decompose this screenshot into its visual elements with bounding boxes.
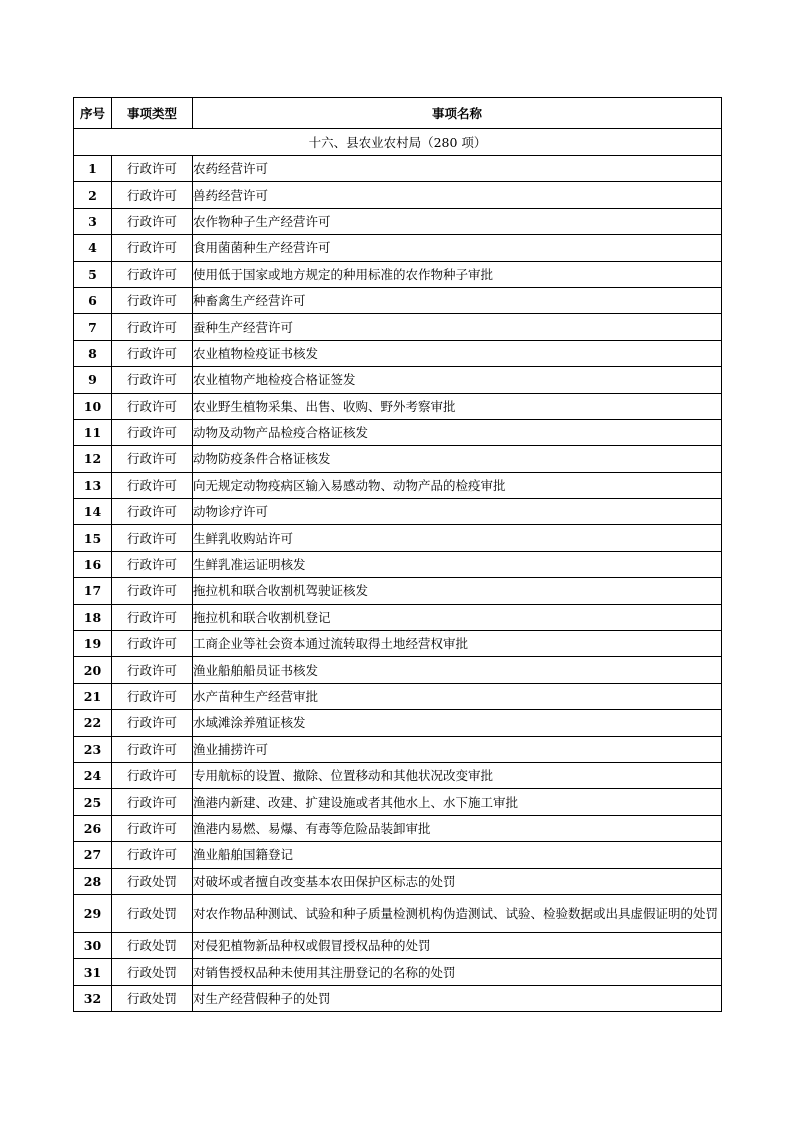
cell-no: 15 [74,525,112,551]
table-row [74,657,722,683]
table-row [74,446,722,472]
header-no: 序号 [74,98,112,129]
table-row [74,472,722,498]
table-row [74,815,722,841]
table-row [74,762,722,788]
cell-no: 23 [74,736,112,762]
cell-type: 行政许可 [112,525,193,551]
table-row [74,419,722,445]
cell-type: 行政处罚 [112,985,193,1011]
cell-no: 10 [74,393,112,419]
table-row [74,894,722,932]
cell-name: 对破坏或者擅自改变基本农田保护区标志的处罚 [193,868,722,894]
cell-no: 29 [74,894,112,932]
header-type: 事项类型 [112,98,193,129]
table-row [74,287,722,313]
cell-name: 蚕种生产经营许可 [193,314,722,340]
cell-no: 7 [74,314,112,340]
cell-name: 农业植物检疫证书核发 [193,340,722,366]
cell-name: 生鲜乳准运证明核发 [193,551,722,577]
cell-no: 14 [74,499,112,525]
table-row [74,551,722,577]
cell-name: 拖拉机和联合收割机驾驶证核发 [193,578,722,604]
cell-type: 行政许可 [112,578,193,604]
cell-type: 行政许可 [112,472,193,498]
table-row [74,367,722,393]
cell-type: 行政许可 [112,710,193,736]
cell-name: 渔业捕捞许可 [193,736,722,762]
table-row [74,314,722,340]
cell-no: 25 [74,789,112,815]
table-row [74,156,722,182]
cell-no: 28 [74,868,112,894]
cell-no: 12 [74,446,112,472]
cell-type: 行政许可 [112,208,193,234]
table-row [74,932,722,958]
cell-no: 2 [74,182,112,208]
cell-name: 渔港内易燃、易爆、有毒等危险品装卸审批 [193,815,722,841]
table-row [74,578,722,604]
section-row [74,129,722,156]
cell-type: 行政许可 [112,736,193,762]
cell-name: 水域滩涂养殖证核发 [193,710,722,736]
cell-name: 渔港内新建、改建、扩建设施或者其他水上、水下施工审批 [193,789,722,815]
table-row [74,683,722,709]
cell-no: 9 [74,367,112,393]
cell-name: 渔业船舶国籍登记 [193,842,722,868]
cell-type: 行政许可 [112,393,193,419]
cell-no: 27 [74,842,112,868]
cell-type: 行政处罚 [112,959,193,985]
cell-type: 行政许可 [112,419,193,445]
cell-no: 24 [74,762,112,788]
cell-name: 对销售授权品种未使用其注册登记的名称的处罚 [193,959,722,985]
cell-name: 食用菌菌种生产经营许可 [193,235,722,261]
cell-type: 行政许可 [112,499,193,525]
cell-type: 行政许可 [112,156,193,182]
cell-type: 行政许可 [112,842,193,868]
table-row [74,208,722,234]
cell-type: 行政许可 [112,551,193,577]
cell-name: 对生产经营假种子的处罚 [193,985,722,1011]
cell-name: 农药经营许可 [193,156,722,182]
table-row [74,710,722,736]
cell-no: 21 [74,683,112,709]
table-row [74,868,722,894]
cell-no: 3 [74,208,112,234]
cell-type: 行政许可 [112,631,193,657]
cell-type: 行政许可 [112,446,193,472]
cell-name: 种畜禽生产经营许可 [193,287,722,313]
cell-type: 行政许可 [112,340,193,366]
cell-name: 专用航标的设置、撤除、位置移动和其他状况改变审批 [193,762,722,788]
cell-no: 17 [74,578,112,604]
header-row [74,98,722,129]
cell-type: 行政处罚 [112,868,193,894]
table-row [74,235,722,261]
cell-type: 行政许可 [112,182,193,208]
table-row [74,842,722,868]
section-title: 十六、县农业农村局（280 项） [74,129,722,156]
cell-type: 行政许可 [112,815,193,841]
cell-no: 19 [74,631,112,657]
cell-name: 动物及动物产品检疫合格证核发 [193,419,722,445]
cell-name: 对农作物品种测试、试验和种子质量检测机构伪造测试、试验、检验数据或出具虚假证明的处罚 [193,894,722,932]
cell-type: 行政许可 [112,789,193,815]
table-row [74,631,722,657]
cell-no: 13 [74,472,112,498]
cell-type: 行政许可 [112,261,193,287]
cell-name: 生鲜乳收购站许可 [193,525,722,551]
table-row [74,959,722,985]
cell-no: 11 [74,419,112,445]
cell-name: 农作物种子生产经营许可 [193,208,722,234]
cell-no: 22 [74,710,112,736]
table-row [74,340,722,366]
cell-name: 动物诊疗许可 [193,499,722,525]
table-row [74,789,722,815]
cell-name: 对侵犯植物新品种权或假冒授权品种的处罚 [193,932,722,958]
cell-no: 16 [74,551,112,577]
cell-name: 水产苗种生产经营审批 [193,683,722,709]
cell-type: 行政许可 [112,657,193,683]
table-row [74,604,722,630]
cell-name: 农业野生植物采集、出售、收购、野外考察审批 [193,393,722,419]
cell-no: 31 [74,959,112,985]
cell-type: 行政许可 [112,287,193,313]
table-row [74,261,722,287]
cell-no: 6 [74,287,112,313]
header-name: 事项名称 [193,98,722,129]
cell-type: 行政许可 [112,683,193,709]
cell-type: 行政许可 [112,367,193,393]
cell-no: 32 [74,985,112,1011]
cell-type: 行政处罚 [112,894,193,932]
cell-no: 1 [74,156,112,182]
cell-type: 行政许可 [112,604,193,630]
cell-name: 渔业船舶船员证书核发 [193,657,722,683]
matters-table [73,97,722,1012]
cell-type: 行政许可 [112,762,193,788]
cell-name: 向无规定动物疫病区输入易感动物、动物产品的检疫审批 [193,472,722,498]
cell-type: 行政许可 [112,235,193,261]
cell-name: 动物防疫条件合格证核发 [193,446,722,472]
table-row [74,499,722,525]
table-row [74,393,722,419]
cell-no: 20 [74,657,112,683]
cell-no: 5 [74,261,112,287]
cell-no: 4 [74,235,112,261]
table-row [74,182,722,208]
cell-name: 兽药经营许可 [193,182,722,208]
cell-no: 8 [74,340,112,366]
cell-type: 行政处罚 [112,932,193,958]
cell-no: 30 [74,932,112,958]
table-row [74,525,722,551]
table-row [74,985,722,1011]
cell-type: 行政许可 [112,314,193,340]
cell-no: 18 [74,604,112,630]
cell-name: 使用低于国家或地方规定的种用标准的农作物种子审批 [193,261,722,287]
cell-name: 农业植物产地检疫合格证签发 [193,367,722,393]
cell-name: 拖拉机和联合收割机登记 [193,604,722,630]
table-row [74,736,722,762]
cell-no: 26 [74,815,112,841]
cell-name: 工商企业等社会资本通过流转取得土地经营权审批 [193,631,722,657]
